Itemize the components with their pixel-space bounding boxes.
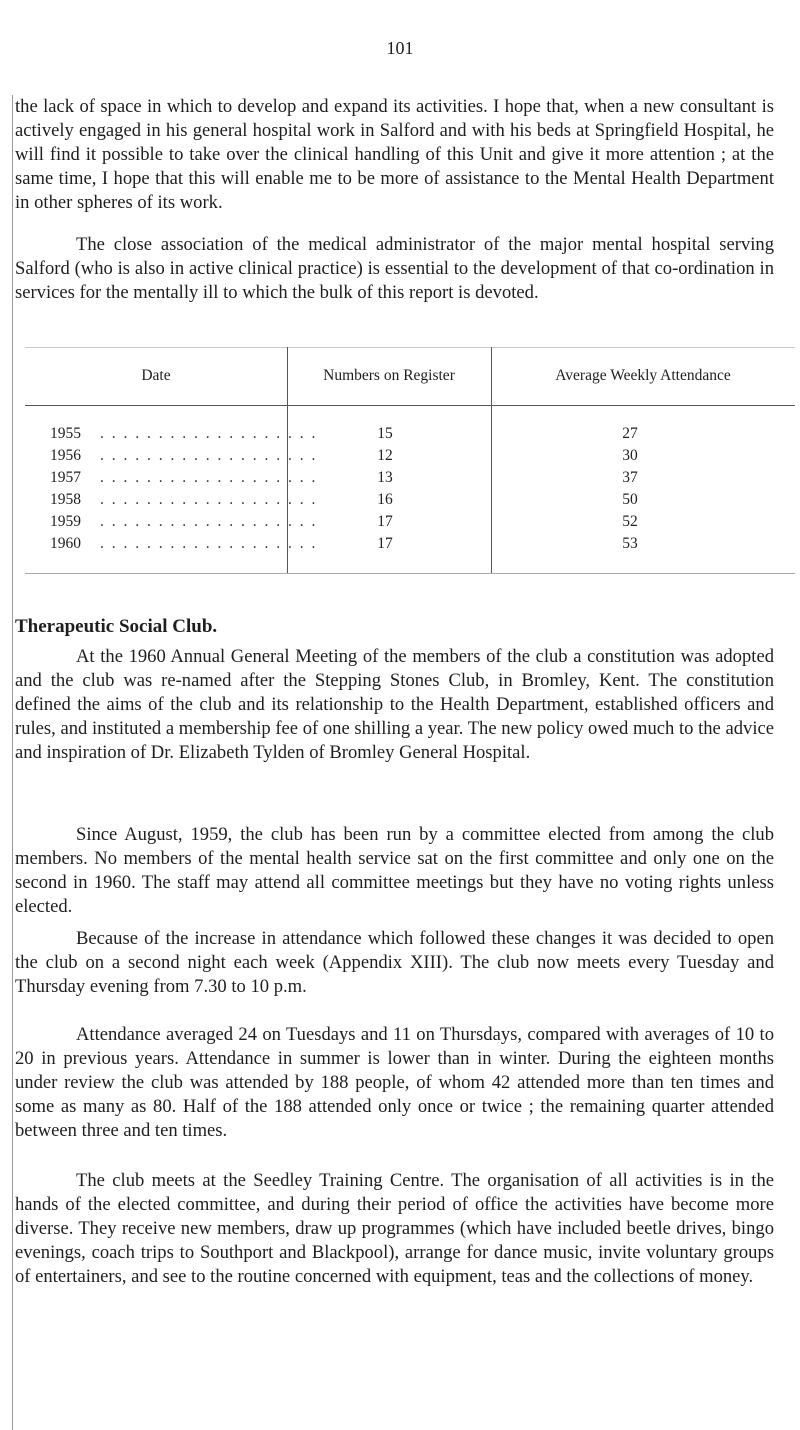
register-cell: 15 (377, 425, 393, 442)
header-average-weekly-attendance: Average Weekly Attendance (555, 367, 731, 384)
header-numbers-on-register: Numbers on Register (323, 367, 455, 384)
paragraph-second-night: Because of the increase in attendance which followed these changes it was decided to open the club on a second night each week (Appendix XIII). The club now meets every Tuesday and Thursday evening from 7.30 to 10 p.m. (15, 928, 774, 997)
attendance-cell: 27 (622, 425, 638, 442)
dot-leader: . . . . . . . . . . . . . . . . . . . (100, 425, 318, 442)
attendance-cell: 53 (622, 535, 638, 552)
year-cell: 1958 (50, 491, 81, 508)
year-cell: 1955 (50, 425, 81, 442)
attendance-cell: 30 (622, 447, 638, 464)
year-cell: 1957 (50, 469, 81, 486)
attendance-cell: 37 (622, 469, 638, 486)
paragraph-intro: the lack of space in which to develop and expand its activities. I hope that, when a new consultant is actively engaged in his general hospital work in Salford and with his beds at Springfield Hospital, he will find it possible to take over the clinical handling of this Unit and give it more attention ; at the same time, I hope that this will enable me to be more of assistance to the Mental Health Department in other spheres of its work. (15, 96, 774, 213)
table-row (25, 511, 795, 533)
paragraph-annual-meeting: At the 1960 Annual General Meeting of the members of the club a constitution was adopted and the club was re-named after the Stepping Stones Club, in Bromley, Kent. The constitution defined the aims of the club and its relationship to the Health Department, established officers and rules, and instituted a membership fee of one shilling a year. The new policy owed much to the advice and inspiration of Dr. Elizabeth Tylden of Bromley General Hospital. (15, 646, 774, 763)
table-row (25, 467, 795, 489)
section-heading-therapeutic-social-club: Therapeutic Social Club. (15, 616, 218, 637)
paragraph-close-association: The close association of the medical administrator of the major mental hospital serving Salford (who is also in active clinical practice) is essential to the development of that co-ordination in services for the mentally ill to which the bulk of this report is devoted. (15, 234, 774, 303)
dot-leader: . . . . . . . . . . . . . . . . . . . (100, 513, 318, 530)
paragraph-attendance: Attendance averaged 24 on Tuesdays and 11 on Thursdays, compared with averages of 10 to 20 in previous years. Attendance in summer is lower than in winter. During the eighteen months under review the club was attended by 188 people, of whom 42 attended more than ten times and some as many as 80. Half of the 188 attended only once or twice ; the remaining quarter attended between three and ten times. (15, 1024, 774, 1141)
year-cell: 1956 (50, 447, 81, 464)
year-cell: 1960 (50, 535, 81, 552)
register-cell: 16 (377, 491, 393, 508)
binding-margin-line (12, 95, 13, 1430)
paragraph-committee: Since August, 1959, the club has been run by a committee elected from among the club members. No members of the mental health service sat on the first committee and only one on the second in 1960. The staff may attend all committee meetings but they have no voting rights unless elected. (15, 824, 774, 917)
attendance-cell: 52 (622, 513, 638, 530)
table-row (25, 423, 795, 445)
register-cell: 12 (377, 447, 393, 464)
register-cell: 17 (377, 513, 393, 530)
year-cell: 1959 (50, 513, 81, 530)
table-row (25, 445, 795, 467)
page-number: 101 (386, 38, 414, 58)
register-cell: 17 (377, 535, 393, 552)
attendance-cell: 50 (622, 491, 638, 508)
table-row (25, 533, 795, 555)
dot-leader: . . . . . . . . . . . . . . . . . . . (100, 447, 318, 464)
table-row (25, 489, 795, 511)
dot-leader: . . . . . . . . . . . . . . . . . . . (100, 535, 318, 552)
dot-leader: . . . . . . . . . . . . . . . . . . . (100, 469, 318, 486)
register-cell: 13 (377, 469, 393, 486)
dot-leader: . . . . . . . . . . . . . . . . . . . (100, 491, 318, 508)
header-date: Date (141, 367, 171, 384)
paragraph-organisation: The club meets at the Seedley Training Centre. The organisation of all activities is in the hands of the elected committee, and during their period of office the activities have become more diverse. They receive new members, draw up programmes (which have included beetle drives, bingo evenings, coach trips to Southport and Blackpool), arrange for dance music, invite voluntary groups of entertainers, and see to the routine concerned with equipment, teas and the collections of money. (15, 1170, 774, 1287)
attendance-table (25, 347, 795, 575)
